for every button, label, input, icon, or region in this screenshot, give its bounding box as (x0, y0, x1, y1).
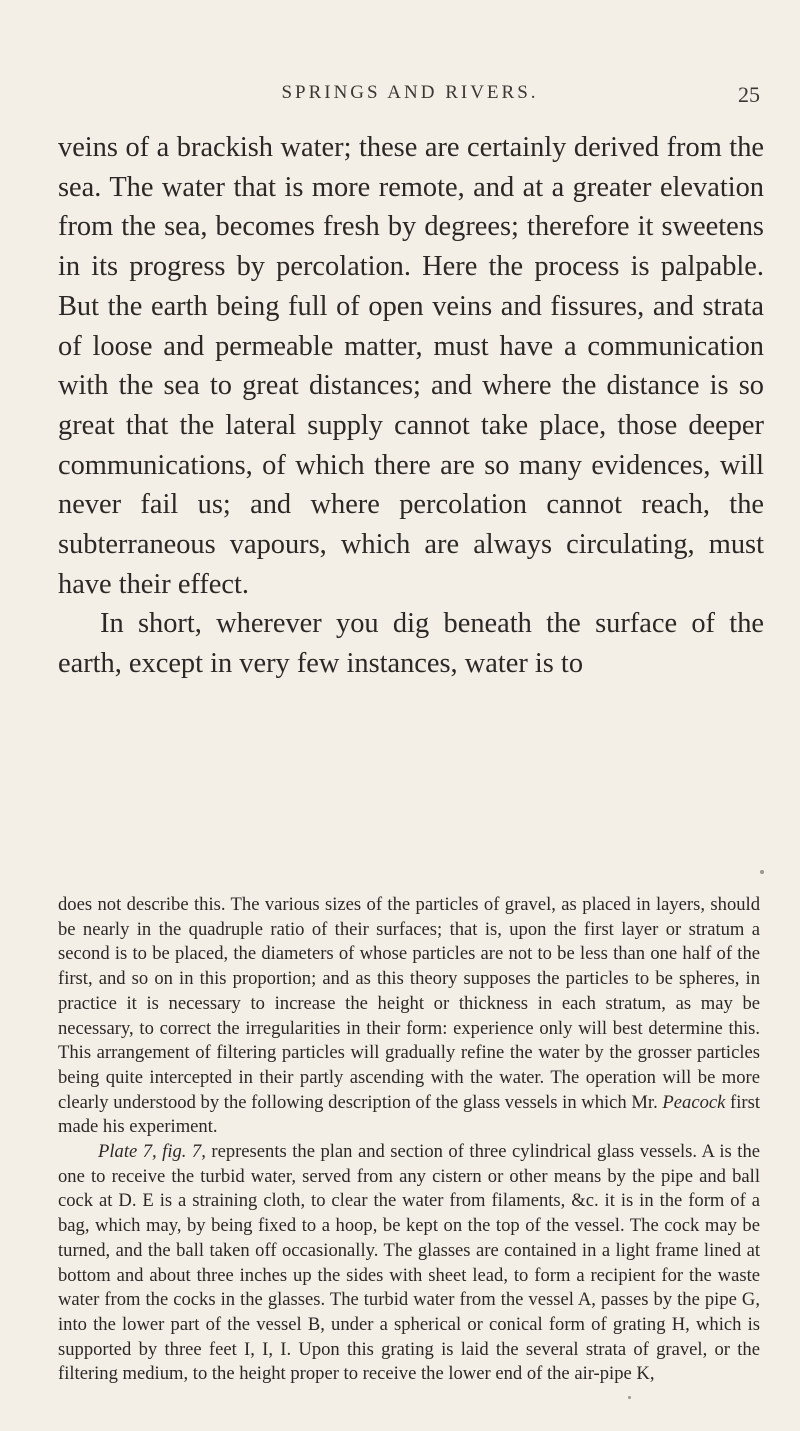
footnote (58, 893, 760, 1387)
footnote-text: first made his experiment. (58, 1091, 760, 1138)
page-number: 25 (738, 82, 760, 107)
ink-speck (628, 1396, 631, 1399)
ink-speck (760, 870, 764, 874)
main-paragraph: In short, wherever you dig beneath the surface of the earth, except in very few instances, water is to (58, 608, 764, 680)
plate-reference: Plate 7, fig. 7, (98, 1141, 206, 1163)
main-paragraph: veins of a brackish water; these are certainly derived from the sea. The water that is more remote, and at a greater elevation from the sea, becomes fresh by degrees; therefore it sweetens in its progress by percolation. Here the process is palpable. But the earth being full of open veins and fissures, and strata of loose and permeable matter, must have a communication with the sea to great distances; and where the distance is so great that the lateral supply cannot take place, those deeper communications, of which there are so many evidences, will never fail us; and where percolation cannot reach, the subterraneous vapours, which are always circulating, must have their effect. (58, 132, 764, 600)
main-text (58, 128, 764, 684)
footnote-paragraph (58, 893, 760, 1140)
footnote-name-peacock: Peacock (662, 1091, 726, 1113)
running-title: SPRINGS AND RIVERS. (281, 82, 539, 103)
footnote-text: does not describe this. The various sizes of the particles of gravel, as placed in layers, should be nearly in the quadruple ratio of their surfaces; that is, upon the first layer or stratum a second is to be placed, the diameters of whose particles are not to be less than one half of the first, and so on in this proportion; and as this theory supposes the particles to be spheres, in practice it is necessary to increase the height or thickness in each stratum, as may be necessary, to correct the irregularities in their form: experience only will best determine this. This arrangement of filtering particles will gradually refine the water by the grosser particles being quite intercepted in their partly ascending with the water. The operation will be more clearly understood by the following description of the glass vessels in which Mr. (58, 894, 760, 1113)
footnote-paragraph (58, 1140, 760, 1387)
running-head (60, 82, 760, 112)
footnote-text: represents the plan and section of three cylindrical glass vessels. A is the one to receive the turbid water, served from any cistern or other means by the pipe and ball cock at D. E is a straining cloth, to clear the water from filaments, &c. it is in the form of a bag, which may, by being fixed to a hoop, be kept on the top of the vessel. The cock may be turned, and the ball taken off occasionally. The glasses are contained in a light frame lined at bottom and about three inches up the sides with sheet lead, to form a recipient for the waste water from the cocks in the glasses. The turbid water from the vessel A, passes by the pipe G, into the lower part of the vessel B, under a spherical or conical form of grating H, which is supported by three feet I, I, I. Upon this grating is laid the several strata of gravel, or the filtering medium, to the height proper to receive the lower end of the air-pipe K, (58, 1141, 760, 1385)
